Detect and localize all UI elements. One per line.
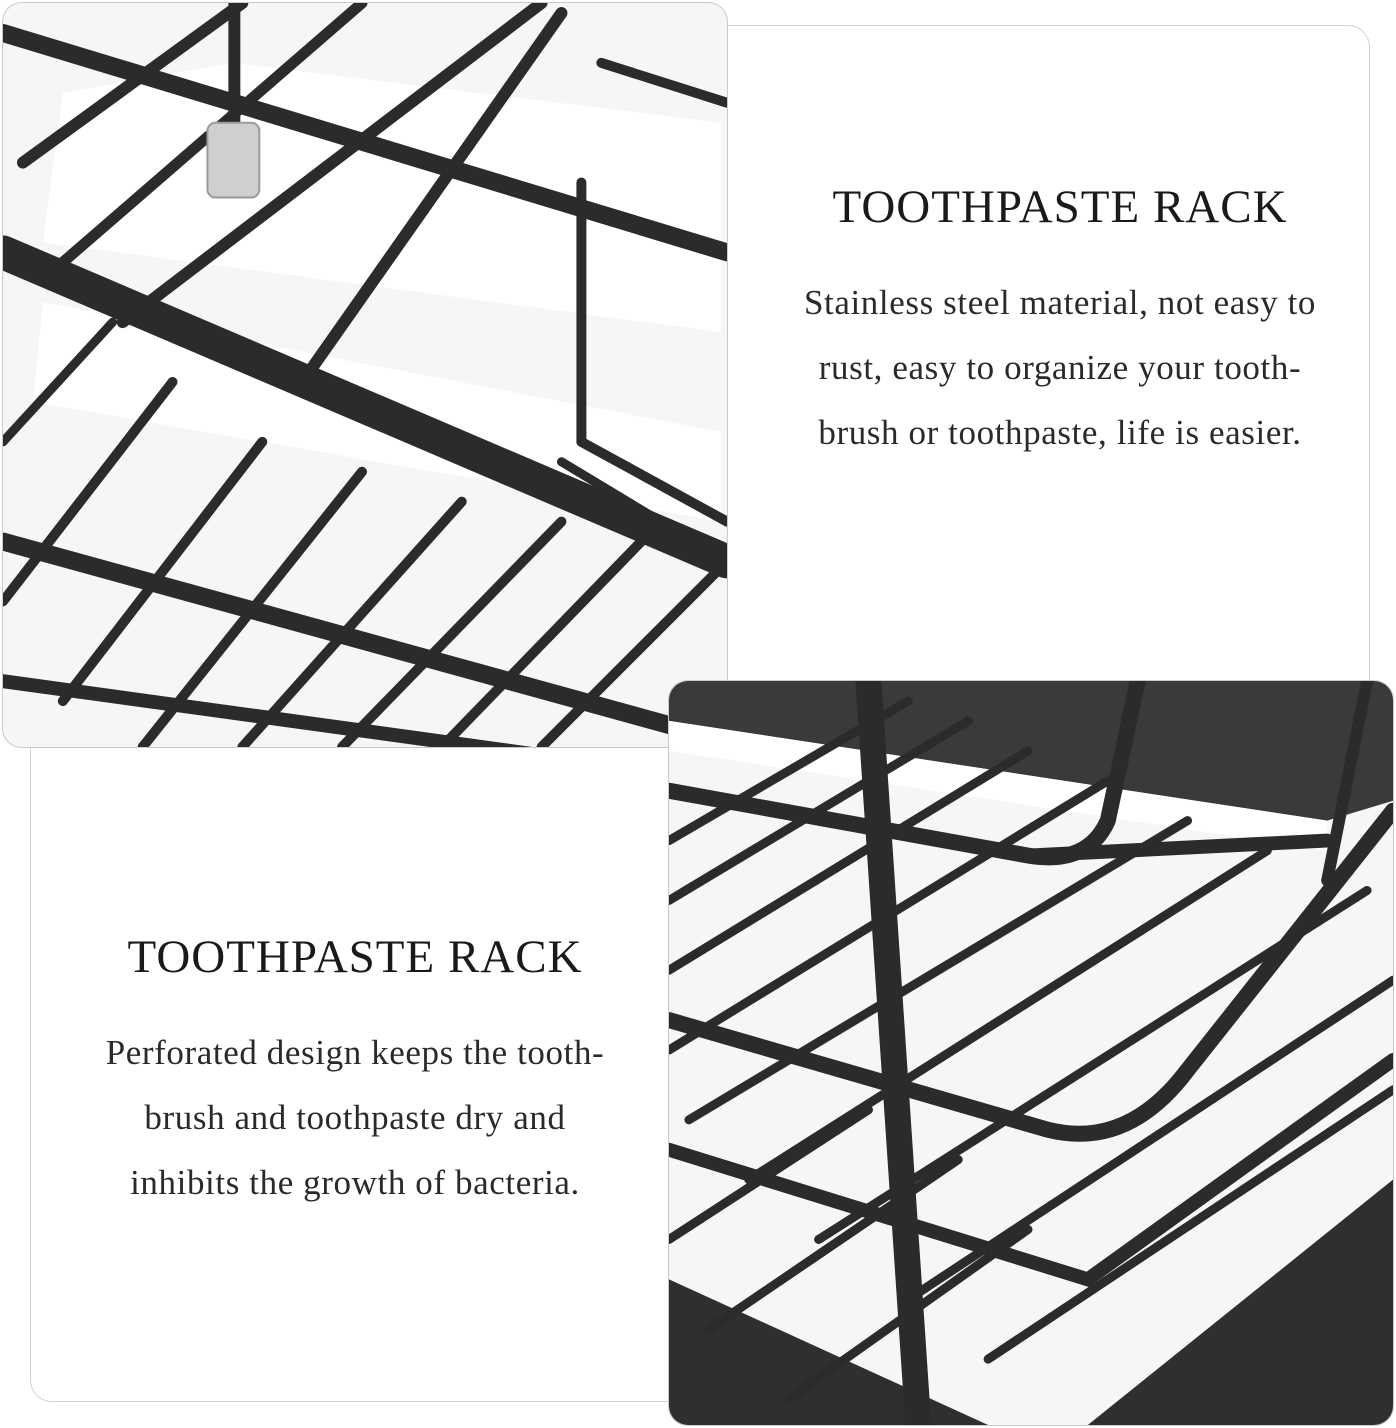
rack-wire-illustration-bottom — [669, 681, 1393, 1425]
feature-text-top — [735, 180, 1385, 465]
description-line: Stainless steel material, not easy to — [803, 283, 1317, 323]
description-line: rust, easy to organize your tooth- — [818, 348, 1302, 388]
description-line: brush and toothpaste dry and — [144, 1098, 566, 1138]
description-line: Perforated design keeps the tooth- — [105, 1033, 605, 1073]
product-photo-rack-base — [668, 680, 1394, 1426]
feature-description-top — [735, 270, 1385, 465]
feature-heading-bottom: TOOTHPASTE RACK — [127, 931, 583, 983]
rack-wire-illustration-top — [3, 3, 727, 747]
feature-text-bottom — [35, 930, 675, 1215]
description-line: inhibits the growth of bacteria. — [130, 1163, 580, 1203]
description-line: brush or toothpaste, life is easier. — [818, 413, 1302, 453]
feature-heading-top: TOOTHPASTE RACK — [832, 181, 1288, 233]
product-photo-rack-closeup — [2, 2, 728, 748]
feature-description-bottom — [35, 1020, 675, 1215]
